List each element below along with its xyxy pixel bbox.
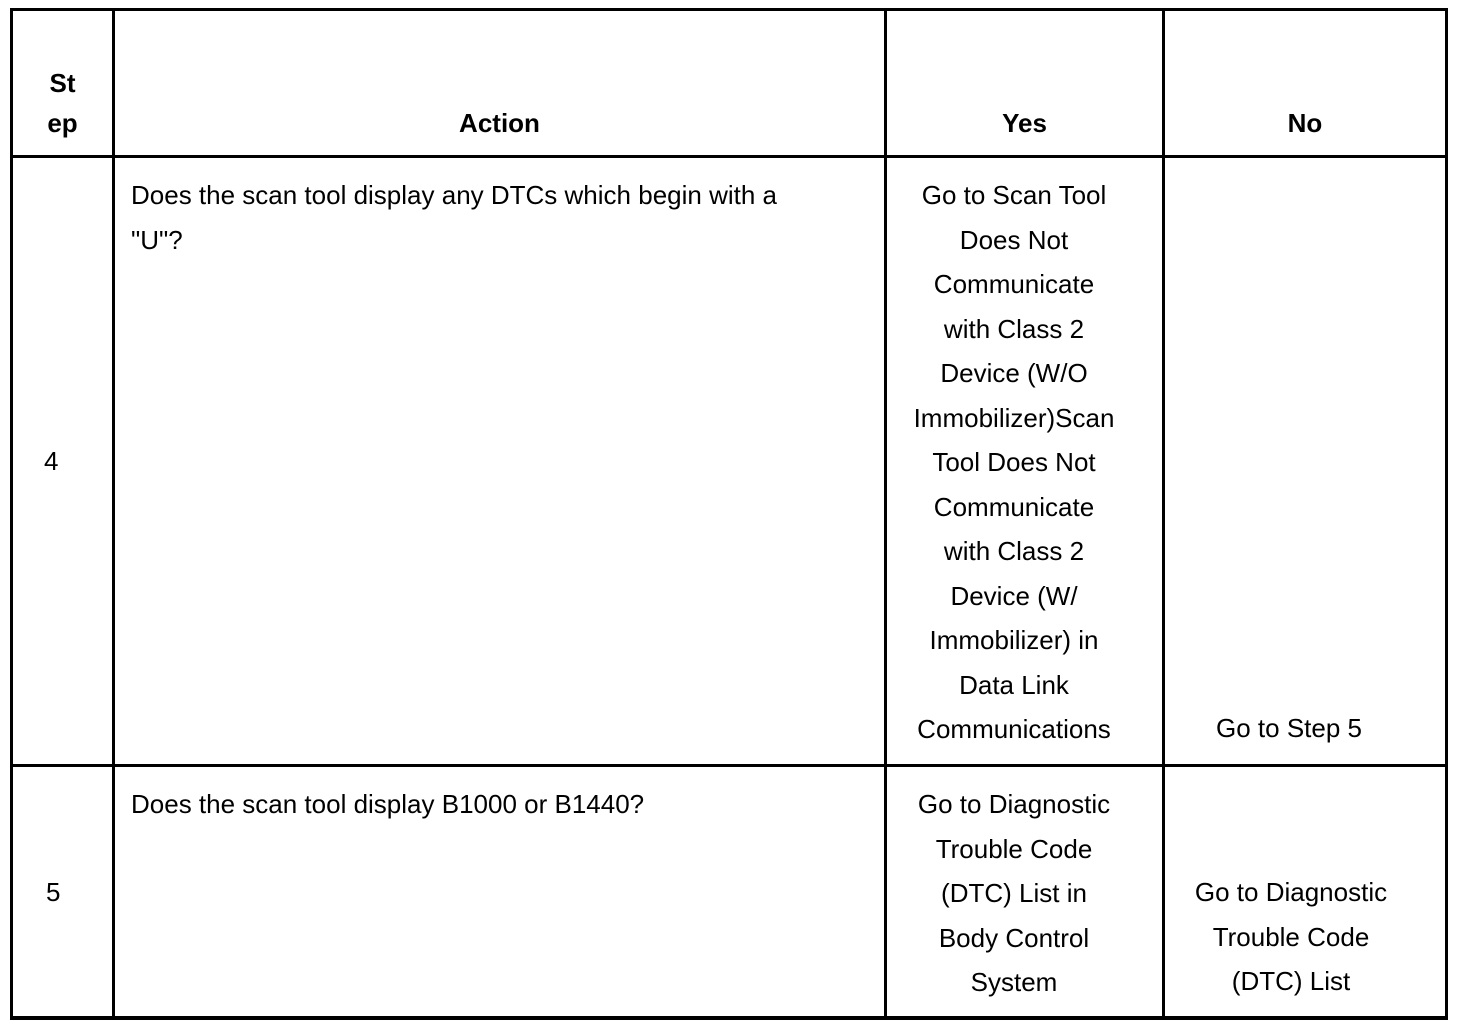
header-no: No xyxy=(1287,108,1323,138)
column-divider-yes xyxy=(1162,8,1165,1020)
row-4-action: Does the scan tool display any DTCs which begin with a "U"? xyxy=(131,180,777,255)
column-divider-step xyxy=(112,8,115,1020)
table-border-top xyxy=(10,8,1448,11)
header-divider xyxy=(10,155,1448,158)
row-4-no: Go to Step 5 xyxy=(1216,713,1362,743)
header-step: St ep xyxy=(47,68,78,138)
row-5-yes: Go to Diagnostic Trouble Code (DTC) List in Body Control System xyxy=(917,789,1111,997)
table-border-right xyxy=(1445,8,1448,1020)
row-5-no: Go to Diagnostic Trouble Code (DTC) List xyxy=(1194,877,1388,996)
row-5-action: Does the scan tool display B1000 or B1440? xyxy=(131,789,645,819)
header-yes: Yes xyxy=(1002,108,1047,138)
row-4-step: 4 xyxy=(44,446,59,476)
table-border-bottom xyxy=(10,1016,1448,1020)
row-divider xyxy=(10,764,1448,767)
header-action: Action xyxy=(459,108,540,138)
row-4-yes: Go to Scan Tool Does Not Communicate with Class 2 Device (W/O Immobilizer)Scan Tool Does Not Communicate with Class 2 Device (W/ Immobilizer) in Data Link Communications xyxy=(913,180,1115,744)
row-5-step: 5 xyxy=(46,877,61,907)
table-border-left xyxy=(10,8,13,1020)
